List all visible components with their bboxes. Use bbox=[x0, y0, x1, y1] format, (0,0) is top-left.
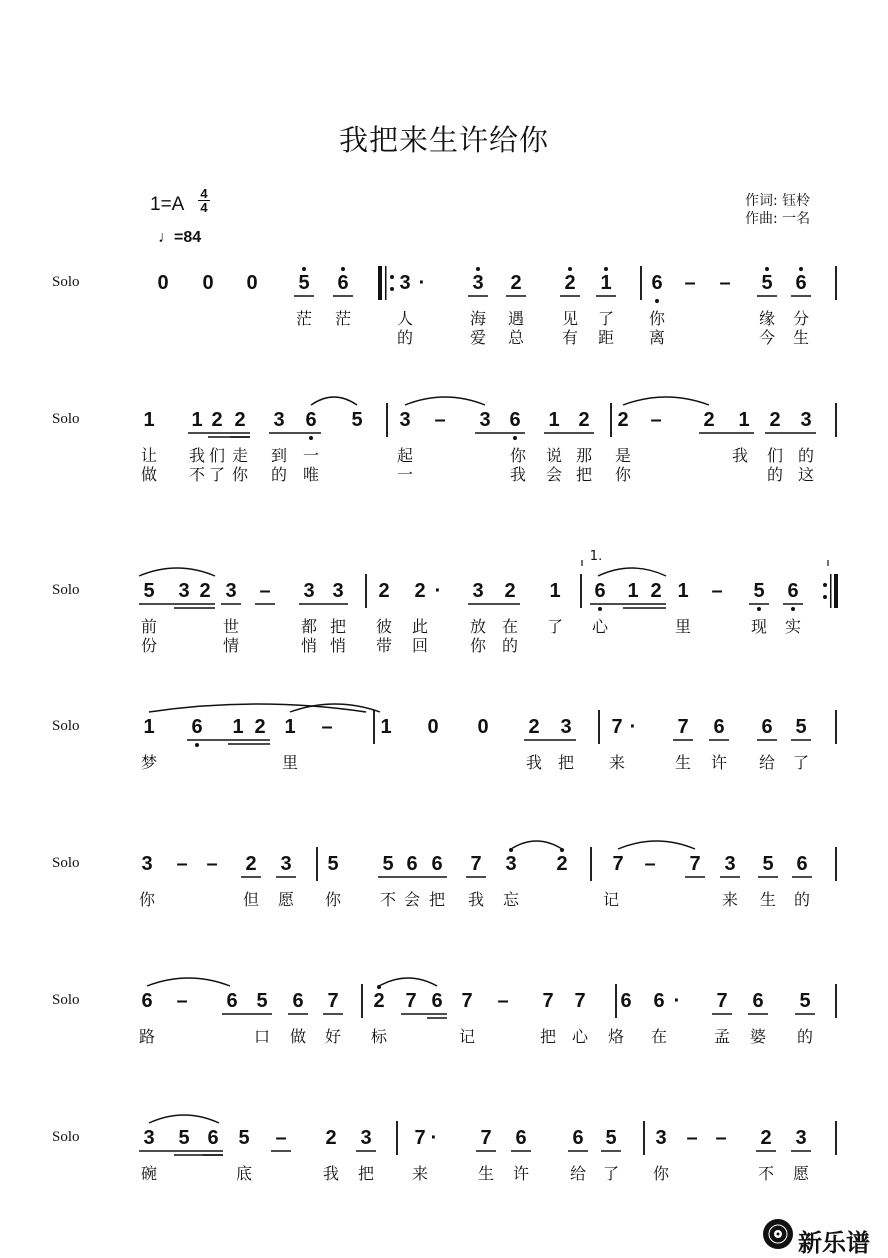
note: 6 bbox=[191, 716, 203, 738]
lyric-verse-1: 愿 bbox=[792, 1164, 810, 1183]
note: 1 bbox=[548, 409, 560, 431]
note: 5 bbox=[256, 990, 268, 1012]
note: 7 bbox=[405, 990, 417, 1012]
note: 6 bbox=[509, 409, 521, 431]
dash-hold: – bbox=[176, 853, 188, 875]
lyric-verse-1: 好 bbox=[324, 1027, 342, 1046]
note: 2 bbox=[199, 580, 211, 602]
quarter-note-icon: ♩ bbox=[158, 229, 174, 246]
repeat-barline bbox=[385, 266, 387, 300]
staff-system bbox=[0, 970, 888, 1090]
lyric-verse-1: 你 bbox=[324, 890, 342, 909]
lyric-verse-2: 我 bbox=[509, 465, 527, 484]
lyric-verse-1: 说 bbox=[545, 446, 563, 465]
tie-slur bbox=[139, 568, 215, 576]
lyric-verse-2: 爱 bbox=[469, 328, 487, 347]
time-signature-bottom: 4 bbox=[200, 200, 208, 215]
note: 2 bbox=[414, 580, 426, 602]
tempo-marking bbox=[158, 229, 201, 247]
lyric-verse-2: 了 bbox=[208, 465, 226, 484]
lyric-verse-2: 悄 bbox=[329, 636, 347, 655]
note: 3 bbox=[141, 853, 153, 875]
lyric-verse-2: 今 bbox=[758, 328, 776, 347]
repeat-dot bbox=[823, 583, 827, 587]
note: 5 bbox=[143, 580, 155, 602]
dash-hold: – bbox=[321, 716, 333, 738]
lyric-verse-1: 你 bbox=[509, 446, 527, 465]
part-label: Solo bbox=[52, 992, 80, 1008]
note: 7 bbox=[327, 990, 339, 1012]
lyric-verse-1: 们 bbox=[766, 446, 784, 465]
lyric-verse-1: 许 bbox=[512, 1164, 530, 1183]
note: 0 bbox=[477, 716, 489, 738]
lyric-verse-1: 你 bbox=[138, 890, 156, 909]
note: 3 bbox=[143, 1127, 155, 1149]
lyric-verse-1: 许 bbox=[710, 753, 728, 772]
staff-system bbox=[0, 833, 888, 953]
lyric-verse-1: 了 bbox=[546, 617, 564, 636]
note: 7 bbox=[480, 1127, 492, 1149]
note: 5 bbox=[382, 853, 394, 875]
note: 3 bbox=[560, 716, 572, 738]
lyric-verse-1: 梦 bbox=[140, 753, 158, 772]
note: 3 bbox=[399, 272, 411, 294]
lyric-verse-1: 生 bbox=[759, 890, 777, 909]
lyric-verse-2: 不 bbox=[188, 465, 206, 484]
part-label: Solo bbox=[52, 1129, 80, 1145]
note: 7 bbox=[470, 853, 482, 875]
volta-bracket bbox=[582, 560, 828, 566]
volta-label: 1. bbox=[589, 549, 603, 564]
lyric-verse-1: 碗 bbox=[140, 1164, 158, 1183]
lyric-verse-1: 烙 bbox=[607, 1027, 625, 1046]
note: 3 bbox=[360, 1127, 372, 1149]
repeat-dot bbox=[390, 287, 394, 291]
vinyl-record-icon bbox=[762, 1218, 794, 1254]
note: 1 bbox=[738, 409, 750, 431]
note: 7 bbox=[574, 990, 586, 1012]
lyric-verse-2: 情 bbox=[222, 636, 240, 655]
lyric-verse-1: 来 bbox=[608, 753, 626, 772]
note: 2 bbox=[650, 580, 662, 602]
part-label: Solo bbox=[52, 718, 80, 734]
lyric-verse-1: 茫 bbox=[334, 309, 352, 328]
tie-slur bbox=[311, 397, 357, 405]
note: 6 bbox=[337, 272, 349, 294]
notation-marks bbox=[0, 252, 888, 372]
note: 1 bbox=[600, 272, 612, 294]
note: 7 bbox=[542, 990, 554, 1012]
lyric-verse-1: 在 bbox=[501, 617, 519, 636]
note: 5 bbox=[761, 272, 773, 294]
lyric-verse-1: 茫 bbox=[295, 309, 313, 328]
lyric-verse-1: 把 bbox=[557, 753, 575, 772]
lyric-verse-1: 现 bbox=[750, 617, 768, 636]
lyric-verse-1: 生 bbox=[674, 753, 692, 772]
lyric-verse-1: 但 bbox=[242, 890, 260, 909]
note: 5 bbox=[298, 272, 310, 294]
note: 7 bbox=[716, 990, 728, 1012]
lyric-verse-1: 实 bbox=[784, 617, 802, 636]
lyric-verse-1: 走 bbox=[231, 446, 249, 465]
note: 3 bbox=[505, 853, 517, 875]
lyric-verse-2: 离 bbox=[648, 328, 666, 347]
note: 2 bbox=[578, 409, 590, 431]
notation-marks bbox=[0, 696, 888, 816]
dash-hold: – bbox=[719, 272, 731, 294]
note: 7 bbox=[612, 853, 624, 875]
lyric-verse-1: 起 bbox=[396, 446, 414, 465]
dash-hold: – bbox=[686, 1127, 698, 1149]
lyric-verse-1: 把 bbox=[357, 1164, 375, 1183]
note: 2 bbox=[528, 716, 540, 738]
note: 1 bbox=[284, 716, 296, 738]
tie-slur bbox=[147, 978, 230, 986]
lyric-verse-1: 的 bbox=[793, 890, 811, 909]
staff-system bbox=[0, 549, 888, 680]
note: 1 bbox=[627, 580, 639, 602]
lyric-verse-2: 唯 bbox=[302, 465, 320, 484]
lyric-verse-1: 前 bbox=[140, 617, 158, 636]
lyric-verse-2: 你 bbox=[231, 465, 249, 484]
note: 1 bbox=[677, 580, 689, 602]
note: 2 bbox=[703, 409, 715, 431]
lyric-verse-1: 放 bbox=[469, 617, 487, 636]
notation-marks bbox=[0, 1107, 888, 1227]
note: 3 bbox=[472, 272, 484, 294]
lyric-verse-1: 你 bbox=[652, 1164, 670, 1183]
lyric-verse-2: 的 bbox=[396, 328, 414, 347]
note: 2 bbox=[254, 716, 266, 738]
note: 5 bbox=[605, 1127, 617, 1149]
note: 6 bbox=[141, 990, 153, 1012]
note: 5 bbox=[178, 1127, 190, 1149]
note: 6 bbox=[305, 409, 317, 431]
note: 1 bbox=[380, 716, 392, 738]
song-title: 我把来生许给你 bbox=[338, 123, 549, 157]
lyric-verse-1: 给 bbox=[569, 1164, 587, 1183]
lyric-verse-1: 记 bbox=[458, 1027, 476, 1046]
note: 3 bbox=[280, 853, 292, 875]
lyric-verse-1: 一 bbox=[302, 446, 320, 465]
time-signature bbox=[198, 187, 210, 214]
lyric-verse-1: 遇 bbox=[507, 309, 525, 328]
note: 1 bbox=[232, 716, 244, 738]
lyric-verse-2: 这 bbox=[797, 465, 815, 484]
note: 3 bbox=[479, 409, 491, 431]
note: 2 bbox=[760, 1127, 772, 1149]
key-signature: 1=A bbox=[150, 194, 185, 215]
note: 2 bbox=[769, 409, 781, 431]
lyric-verse-1: 来 bbox=[411, 1164, 429, 1183]
part-label: Solo bbox=[52, 582, 80, 598]
lyric-verse-1: 此 bbox=[411, 617, 429, 636]
lyric-verse-2: 总 bbox=[507, 328, 525, 347]
tie-slur bbox=[149, 704, 366, 712]
lyric-verse-1: 分 bbox=[792, 309, 810, 328]
lyric-verse-2: 有 bbox=[561, 328, 579, 347]
lyric-verse-1: 记 bbox=[602, 890, 620, 909]
note: 6 bbox=[761, 716, 773, 738]
dash-hold: – bbox=[497, 990, 509, 1012]
note: 0 bbox=[246, 272, 258, 294]
lyric-verse-2: 一 bbox=[396, 465, 414, 484]
note: 5 bbox=[753, 580, 765, 602]
lyric-verse-1: 来 bbox=[721, 890, 739, 909]
note: 0 bbox=[427, 716, 439, 738]
lyric-verse-1: 了 bbox=[792, 753, 810, 772]
lyric-verse-2: 的 bbox=[501, 636, 519, 655]
lyric-verse-1: 愿 bbox=[277, 890, 295, 909]
augmentation-dot: · bbox=[629, 716, 637, 738]
composer-credit: 作曲: 一名 bbox=[745, 211, 811, 227]
repeat-barline bbox=[834, 574, 838, 608]
lyric-verse-1: 那 bbox=[575, 446, 593, 465]
note: 3 bbox=[655, 1127, 667, 1149]
lyric-verse-1: 底 bbox=[235, 1164, 253, 1183]
note: 6 bbox=[752, 990, 764, 1012]
note: 2 bbox=[211, 409, 223, 431]
lyric-verse-1: 在 bbox=[650, 1027, 668, 1046]
note: 7 bbox=[689, 853, 701, 875]
site-logo: 新乐谱 bbox=[798, 1229, 870, 1257]
dash-hold: – bbox=[275, 1127, 287, 1149]
lyric-verse-1: 心 bbox=[591, 617, 609, 636]
note: 6 bbox=[431, 990, 443, 1012]
lyric-verse-1: 人 bbox=[396, 309, 414, 328]
note: 6 bbox=[226, 990, 238, 1012]
note: 5 bbox=[795, 716, 807, 738]
dash-hold: – bbox=[650, 409, 662, 431]
note: 6 bbox=[292, 990, 304, 1012]
tie-slur bbox=[149, 1115, 219, 1123]
lyric-verse-1: 生 bbox=[477, 1164, 495, 1183]
note: 1 bbox=[549, 580, 561, 602]
dash-hold: – bbox=[176, 990, 188, 1012]
lyric-verse-1: 把 bbox=[539, 1027, 557, 1046]
lyric-verse-1: 把 bbox=[329, 617, 347, 636]
augmentation-dot: · bbox=[430, 1127, 438, 1149]
augmentation-dot: · bbox=[673, 990, 681, 1012]
note: 1 bbox=[143, 716, 155, 738]
lyric-verse-2: 会 bbox=[545, 465, 563, 484]
note: 2 bbox=[245, 853, 257, 875]
time-signature-top: 4 bbox=[200, 186, 208, 201]
lyric-verse-1: 都 bbox=[300, 617, 318, 636]
lyric-verse-1: 我 bbox=[731, 446, 749, 465]
lyric-verse-1: 海 bbox=[469, 309, 487, 328]
lyric-verse-2: 距 bbox=[597, 328, 615, 347]
lyric-verse-1: 心 bbox=[571, 1027, 589, 1046]
dash-hold: – bbox=[206, 853, 218, 875]
staff-system bbox=[0, 696, 888, 816]
note: 2 bbox=[234, 409, 246, 431]
lyric-verse-1: 了 bbox=[597, 309, 615, 328]
lyric-verse-1: 见 bbox=[561, 309, 579, 328]
lyric-verse-1: 缘 bbox=[758, 309, 776, 328]
lyric-verse-1: 的 bbox=[796, 1027, 814, 1046]
lyric-verse-1: 的 bbox=[797, 446, 815, 465]
lyric-verse-2: 带 bbox=[375, 636, 393, 655]
note: 0 bbox=[157, 272, 169, 294]
lyricist-credit: 作词: 钰柃 bbox=[745, 193, 811, 209]
note: 2 bbox=[504, 580, 516, 602]
note: 3 bbox=[303, 580, 315, 602]
tie-slur bbox=[618, 841, 695, 849]
dash-hold: – bbox=[434, 409, 446, 431]
note: 6 bbox=[431, 853, 443, 875]
lyric-verse-1: 不 bbox=[379, 890, 397, 909]
note: 0 bbox=[202, 272, 214, 294]
lyric-verse-2: 悄 bbox=[300, 636, 318, 655]
note: 5 bbox=[762, 853, 774, 875]
note: 6 bbox=[406, 853, 418, 875]
repeat-dot bbox=[823, 595, 827, 599]
note: 6 bbox=[713, 716, 725, 738]
repeat-barline bbox=[830, 574, 832, 608]
lyric-verse-1: 孟 bbox=[713, 1027, 731, 1046]
lyric-verse-1: 我 bbox=[525, 753, 543, 772]
tie-slur bbox=[598, 568, 666, 576]
lyric-verse-1: 婆 bbox=[749, 1027, 767, 1046]
note: 1 bbox=[191, 409, 203, 431]
note: 3 bbox=[795, 1127, 807, 1149]
staff-system bbox=[0, 1107, 888, 1227]
lyric-verse-2: 做 bbox=[140, 465, 158, 484]
note: 7 bbox=[677, 716, 689, 738]
lyric-verse-1: 我 bbox=[467, 890, 485, 909]
lyric-verse-2: 份 bbox=[140, 636, 158, 655]
note: 3 bbox=[724, 853, 736, 875]
tempo-value: =84 bbox=[174, 229, 202, 246]
lyric-verse-2: 你 bbox=[614, 465, 632, 484]
lyric-verse-1: 我 bbox=[322, 1164, 340, 1183]
lyric-verse-2: 的 bbox=[270, 465, 288, 484]
note: 7 bbox=[461, 990, 473, 1012]
note: 3 bbox=[472, 580, 484, 602]
tie-slur bbox=[405, 397, 485, 405]
note: 3 bbox=[178, 580, 190, 602]
tie-slur bbox=[623, 397, 709, 405]
lyric-verse-1: 不 bbox=[757, 1164, 775, 1183]
lyric-verse-1: 世 bbox=[222, 617, 240, 636]
lyric-verse-2: 生 bbox=[792, 328, 810, 347]
lyric-verse-1: 让 bbox=[140, 446, 158, 465]
lyric-verse-1: 我 bbox=[188, 446, 206, 465]
note: 5 bbox=[799, 990, 811, 1012]
tie-slur bbox=[511, 841, 562, 849]
lyric-verse-1: 标 bbox=[370, 1027, 388, 1046]
staff-system bbox=[0, 252, 888, 372]
note: 2 bbox=[564, 272, 576, 294]
augmentation-dot: · bbox=[418, 272, 426, 294]
part-label: Solo bbox=[52, 411, 80, 427]
lyric-verse-2: 的 bbox=[766, 465, 784, 484]
note: 6 bbox=[796, 853, 808, 875]
repeat-barline bbox=[378, 266, 382, 300]
augmentation-dot: · bbox=[434, 580, 442, 602]
lyric-verse-2: 你 bbox=[469, 636, 487, 655]
note: 6 bbox=[653, 990, 665, 1012]
note: 3 bbox=[399, 409, 411, 431]
staff-system bbox=[0, 389, 888, 509]
lyric-verse-1: 到 bbox=[270, 446, 288, 465]
note: 3 bbox=[273, 409, 285, 431]
note: 5 bbox=[238, 1127, 250, 1149]
lyric-verse-1: 路 bbox=[138, 1027, 156, 1046]
dash-hold: – bbox=[259, 580, 271, 602]
note: 7 bbox=[611, 716, 623, 738]
lyric-verse-1: 把 bbox=[428, 890, 446, 909]
note: 2 bbox=[373, 990, 385, 1012]
note: 1 bbox=[143, 409, 155, 431]
notation-marks bbox=[0, 389, 888, 509]
note: 6 bbox=[787, 580, 799, 602]
lyric-verse-1: 里 bbox=[674, 617, 692, 636]
lyric-verse-1: 给 bbox=[758, 753, 776, 772]
note: 6 bbox=[572, 1127, 584, 1149]
repeat-dot bbox=[390, 275, 394, 279]
note: 6 bbox=[594, 580, 606, 602]
dash-hold: – bbox=[684, 272, 696, 294]
lyric-verse-1: 们 bbox=[208, 446, 226, 465]
note: 6 bbox=[207, 1127, 219, 1149]
part-label: Solo bbox=[52, 274, 80, 290]
lyric-verse-1: 彼 bbox=[375, 617, 393, 636]
note: 5 bbox=[327, 853, 339, 875]
note: 2 bbox=[617, 409, 629, 431]
note: 3 bbox=[332, 580, 344, 602]
tie-slur bbox=[379, 978, 437, 986]
lyric-verse-1: 忘 bbox=[502, 890, 520, 909]
note: 3 bbox=[225, 580, 237, 602]
note: 6 bbox=[651, 272, 663, 294]
note: 5 bbox=[351, 409, 363, 431]
note: 2 bbox=[325, 1127, 337, 1149]
lyric-verse-2: 回 bbox=[411, 636, 429, 655]
note: 6 bbox=[620, 990, 632, 1012]
note: 6 bbox=[515, 1127, 527, 1149]
dash-hold: – bbox=[644, 853, 656, 875]
note: 3 bbox=[800, 409, 812, 431]
lyric-verse-1: 你 bbox=[648, 309, 666, 328]
lyric-verse-2: 把 bbox=[575, 465, 593, 484]
note: 6 bbox=[795, 272, 807, 294]
lyric-verse-1: 里 bbox=[281, 753, 299, 772]
lyric-verse-1: 是 bbox=[614, 446, 632, 465]
note: 7 bbox=[414, 1127, 426, 1149]
note: 2 bbox=[378, 580, 390, 602]
lyric-verse-1: 口 bbox=[253, 1027, 271, 1046]
note: 2 bbox=[556, 853, 568, 875]
dash-hold: – bbox=[715, 1127, 727, 1149]
part-label: Solo bbox=[52, 855, 80, 871]
lyric-verse-1: 做 bbox=[289, 1027, 307, 1046]
note: 2 bbox=[510, 272, 522, 294]
lyric-verse-1: 会 bbox=[403, 890, 421, 909]
dash-hold: – bbox=[711, 580, 723, 602]
lyric-verse-1: 了 bbox=[602, 1164, 620, 1183]
